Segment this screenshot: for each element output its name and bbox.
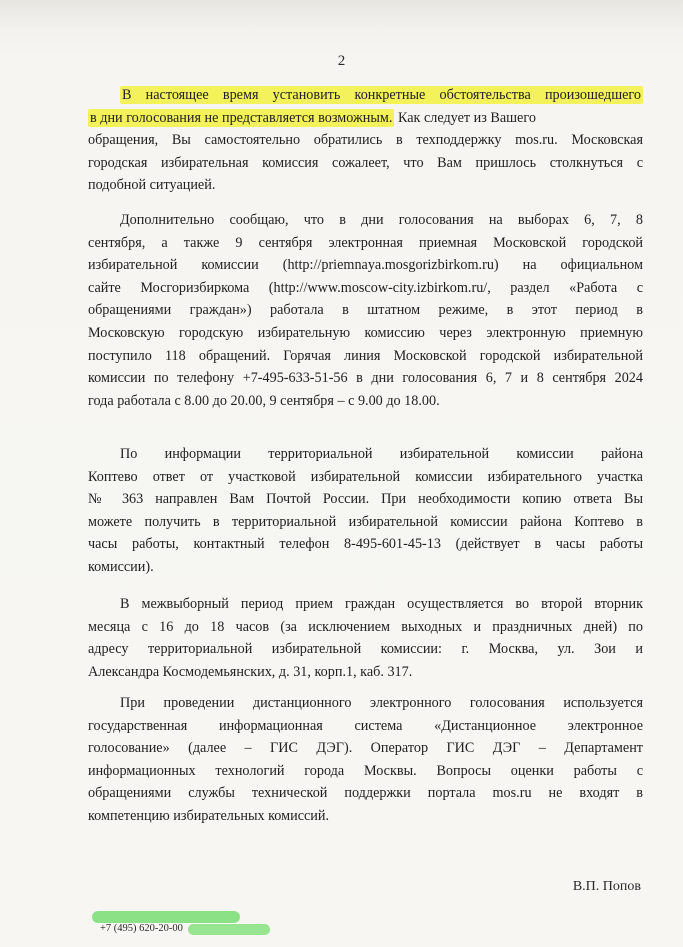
paragraph-line: избирательной комиссии (http://priemnaya.mosgorizbirkom.ru) на официальном	[88, 257, 643, 274]
paragraph-line: сентября, а также 9 сентября электронная приемная Московской городской	[88, 234, 643, 251]
page-number: 2	[337, 53, 346, 69]
paragraph-line: обращениями службы технической поддержки портала mos.ru не входят в	[88, 785, 643, 802]
paragraph-line-highlighted-1	[88, 84, 643, 107]
paragraph-line: поступило 118 обращений. Горячая линия Московской городской избирательной	[88, 347, 643, 364]
paragraph-5	[88, 692, 643, 828]
paragraph-line: информационных технологий города Москвы. Вопросы оценки работы с	[88, 762, 643, 779]
paragraph-4	[88, 593, 643, 683]
paragraph-line: месяца с 16 до 18 часов (за исключением выходных и праздничных дней) по	[88, 618, 643, 635]
scan-top-edge	[0, 0, 683, 26]
paragraph-line: адресу территориальной избирательной комиссии: г. Москва, ул. Зои и	[88, 641, 643, 658]
paragraph-line: По информации территориальной избирательной комиссии района	[120, 446, 643, 462]
paragraph-line: года работала с 8.00 до 20.00, 9 сентября – с 9.00 до 18.00.	[88, 392, 440, 409]
paragraph-line: компетенцию избирательных комиссий.	[88, 807, 330, 824]
paragraph-line: № 363 направлен Вам Почтой России. При необходимости копию ответа Вы	[88, 491, 643, 508]
footer-phone: +7 (495) 620-20-00	[100, 923, 183, 934]
paragraph-line: обращениями граждан») работала в штатном режиме, в этот период в	[88, 302, 643, 319]
redaction-mark	[188, 924, 270, 935]
paragraph-line: сайте Мосгоризбиркома (http://www.moscow-city.izbirkom.ru/, раздел «Работа с	[88, 279, 643, 296]
highlighted-text-1: В настоящее время установить конкретные обстоятельства произошедшего	[122, 87, 641, 103]
paragraph-2	[88, 209, 643, 412]
paragraph-line: При проведении дистанционного электронного голосования используется	[120, 695, 643, 711]
paragraph-line: государственная информационная система «Дистанционное электронное	[88, 717, 643, 734]
signature-name: В.П. Попов	[572, 879, 641, 894]
line-continuation: Как следует из Вашего	[394, 109, 536, 126]
paragraph-line: можете получить в территориальной избирательной комиссии района Коптево в	[88, 513, 643, 530]
paragraph-line: комиссии).	[88, 558, 154, 575]
highlighted-text-2: в дни голосования не представляется возможным.	[90, 109, 393, 126]
paragraph-line: Коптево ответ от участковой избирательной комиссии избирательного участка	[88, 468, 643, 485]
paragraph-1	[88, 84, 643, 197]
paragraph-3	[88, 443, 643, 579]
paragraph-line: Александра Космодемьянских, д. 31, корп.1, каб. 317.	[88, 663, 413, 680]
paragraph-line: голосование» (далее – ГИС ДЭГ). Оператор ГИС ДЭГ – Департамент	[88, 740, 643, 757]
paragraph-line: обращения, Вы самостоятельно обратились в техподдержку mos.ru. Московская	[88, 132, 643, 149]
paragraph-line: Дополнительно сообщаю, что в дни голосования на выборах 6, 7, 8	[120, 212, 643, 228]
paragraph-line-highlighted-2	[88, 107, 643, 130]
paragraph-line: В межвыборный период прием граждан осуществляется во второй вторник	[120, 596, 643, 612]
paragraph-line: комиссии по телефону +7-495-633-51-56 в дни голосования 6, 7 и 8 сентября 2024	[88, 370, 643, 387]
paragraph-line: городская избирательная комиссия сожалеет, что Вам пришлось столкнуться с	[88, 154, 643, 171]
redaction-mark	[92, 911, 240, 923]
paragraph-line: подобной ситуацией.	[88, 177, 216, 194]
paragraph-line: Московскую городскую избирательную комиссию через электронную приемную	[88, 324, 643, 341]
paragraph-line: часы работы, контактный телефон 8-495-601-45-13 (действует в часы работы	[88, 536, 643, 553]
